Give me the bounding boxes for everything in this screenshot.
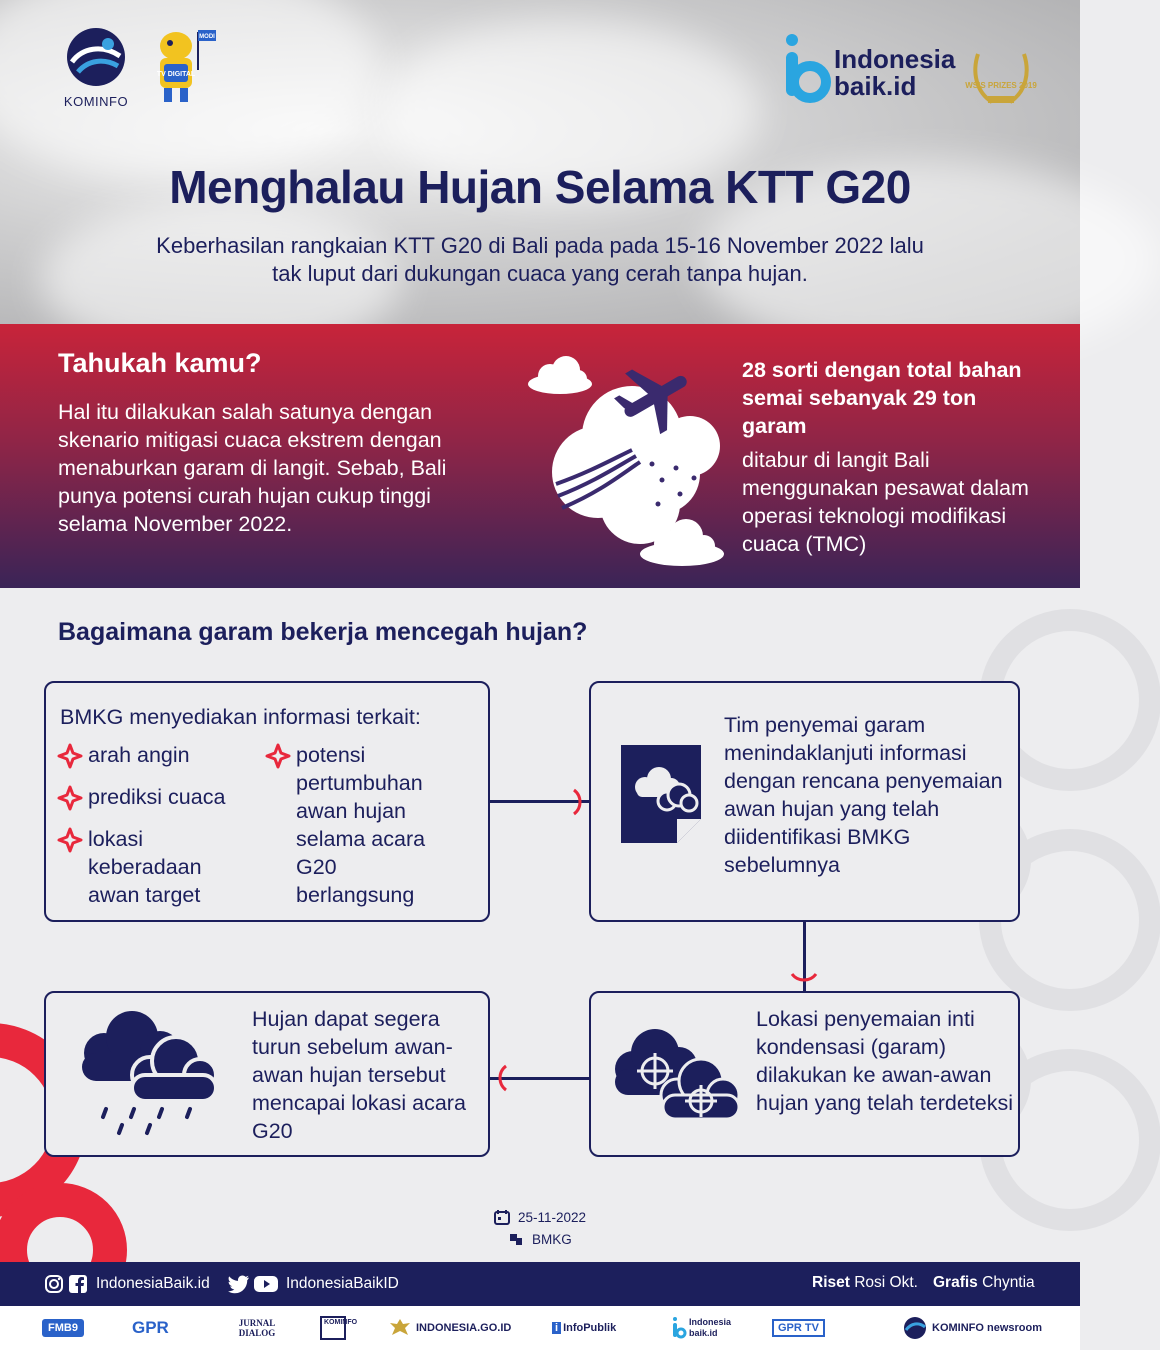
bullet-text: prediksi cuaca: [88, 785, 226, 809]
list-item: [58, 783, 258, 811]
sparkle-bullet-icon: [266, 744, 290, 768]
kominfo-emblem-icon: [64, 26, 128, 88]
brand-line-1: Indonesia: [834, 44, 956, 74]
list-item: [266, 741, 466, 909]
fact-body: Hal itu dilakukan salah satunya dengan skenario mitigasi cuaca ekstrem dengan menaburkan garam di langit. Sebab, Bali punya potensi curah hujan cukup tinggi selama November 2022.: [58, 400, 447, 536]
step-box-rain: [44, 991, 490, 1157]
rain-cloud-icon: [80, 1013, 218, 1141]
source-icon: [508, 1231, 524, 1247]
bullet-text: arah angin: [88, 743, 190, 767]
stat-description: ditabur di langit Bali menggunakan pesawat dalam operasi teknologi modifikasi cuaca (TMC): [742, 448, 1029, 556]
cloud-target-icon: [611, 1023, 741, 1123]
kominfo-logo: [58, 26, 134, 109]
list-item: [58, 825, 258, 909]
partner-logo-fmb9[interactable]: FMB9: [42, 1319, 84, 1337]
step4-text: Hujan dapat segera turun sebelum awan-awan hujan tersebut mencapai lokasi acara G20: [252, 1007, 466, 1143]
step1-intro: BMKG menyediakan informasi terkait:: [60, 705, 421, 729]
riset-name: Rosi Okt.: [854, 1274, 918, 1291]
process-title: Bagaimana garam bekerja mencegah hujan?: [58, 618, 588, 646]
step-box-seeding-location: [589, 991, 1020, 1157]
partner-logo-indonesia-go-id[interactable]: INDONESIA.GO.ID: [416, 1322, 512, 1334]
partner-logos: FMB9 GPR JURNAL DIALOG KOMINFO INDONESIA.GO.ID i InfoPublik Indonesia baik.id GPR TV KOMINFO newsroom: [0, 1306, 1080, 1350]
grafis-label: Grafis: [933, 1274, 978, 1291]
partner-logo-gpr-tv[interactable]: GPR TV: [772, 1319, 825, 1337]
date-text: 25-11-2022: [518, 1209, 587, 1225]
sparkle-bullet-icon: [58, 828, 82, 852]
plane-seeding-illustration: [520, 354, 730, 574]
indonesia-baik-logo: [782, 30, 962, 104]
step-box-bmkg: [44, 681, 490, 922]
partner-logo-infopublik[interactable]: InfoPublik: [563, 1322, 617, 1334]
step3-text: Lokasi penyemaian inti kondensasi (garam) dilakukan ke awan-awan hujan yang telah terdeteksi: [756, 1007, 1013, 1115]
meta-info: [494, 1206, 586, 1250]
riset-label: Riset: [812, 1274, 850, 1291]
bullet-text: potensi pertumbuhan awan hujan selama acara G20 berlangsung: [296, 743, 426, 907]
instagram-icon[interactable]: [44, 1274, 64, 1294]
bullet-text: lokasi keberadaan awan target: [88, 827, 202, 907]
partner-logo-gpr[interactable]: GPR: [132, 1318, 169, 1337]
wsis-award-icon: [965, 44, 1037, 110]
list-item: [58, 741, 258, 769]
tv-digital-mascot-icon: [146, 26, 218, 106]
footer-bar: [0, 1262, 1080, 1306]
intro-text: Keberhasilan rangkaian KTT G20 di Bali pada pada 15-16 November 2022 lalu tak luput dari dukungan cuaca yang cerah tanpa hujan.: [156, 233, 924, 286]
partner-logo-jurnal-dialog[interactable]: JURNAL DIALOG: [238, 1318, 276, 1338]
calendar-icon: [494, 1209, 510, 1225]
fact-heading: Tahukah kamu?: [58, 348, 262, 378]
arrow-down-icon: [790, 970, 818, 990]
youtube-icon[interactable]: [254, 1275, 278, 1293]
source-text: BMKG: [532, 1231, 572, 1247]
kominfo-newsroom-icon: [902, 1316, 928, 1340]
indonesia-baik-icon: [782, 30, 832, 104]
brand-line-2: baik.id: [834, 71, 917, 101]
mascot-sign: TV DIGITAL: [156, 71, 196, 78]
handle-facebook-instagram[interactable]: IndonesiaBaik.id: [96, 1275, 210, 1292]
partner-logo-kominfo-newsroom[interactable]: KOMINFO newsroom: [932, 1321, 1043, 1334]
kominfo-label: KOMINFO: [63, 94, 129, 109]
grafis-name: Chyntia: [982, 1274, 1035, 1291]
document-cloud-icon: [619, 743, 703, 845]
partner-logo-indonesia-baik[interactable]: Indonesia baik.id: [689, 1317, 732, 1338]
garuda-icon: [388, 1316, 412, 1340]
fact-band: [0, 324, 1080, 588]
header-banner: [0, 0, 1080, 324]
mascot-flag: MODI: [199, 34, 215, 40]
arrow-right-icon: [570, 788, 590, 816]
facebook-icon[interactable]: [68, 1274, 88, 1294]
partner-logo-kominfo-square[interactable]: KOMINFO: [320, 1316, 346, 1340]
sparkle-bullet-icon: [58, 786, 82, 810]
page-title: Menghalau Hujan Selama KTT G20: [169, 161, 911, 213]
cloud-icon: [528, 356, 592, 394]
twitter-icon[interactable]: [228, 1274, 250, 1294]
step-box-seeding-team: [589, 681, 1020, 922]
stat-highlight: 28 sorti dengan total bahan semai sebanyak 29 ton garam: [742, 358, 1022, 438]
sparkle-bullet-icon: [58, 744, 82, 768]
arrow-left-icon: [490, 1064, 510, 1092]
handle-twitter-youtube[interactable]: IndonesiaBaikID: [286, 1275, 399, 1292]
step2-text: Tim penyemai garam menindaklanjuti informasi dengan rencana penyemaian awan hujan yang telah diidentifikasi BMKG sebelumnya: [724, 713, 1003, 877]
indonesia-baik-small-icon: [672, 1316, 686, 1340]
award-text: WSIS PRIZES 2019: [965, 81, 1037, 90]
